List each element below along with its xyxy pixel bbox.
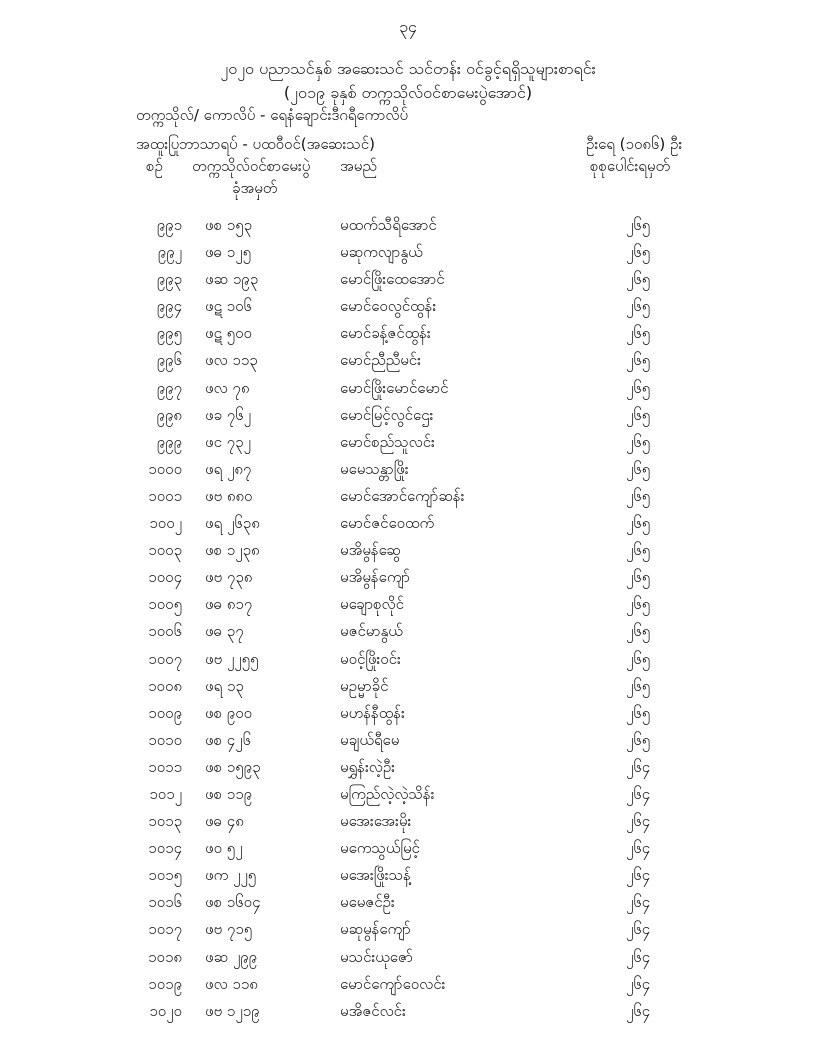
serial-cell: ၁၀၁၇ [148, 920, 182, 939]
exam-number-cell: ဖစ ၁၁၉ [205, 784, 253, 803]
student-name-cell: မချယ်ရီမေ [340, 730, 400, 749]
total-marks-cell: ၂၆၅ [626, 432, 651, 451]
table-row [0, 378, 816, 405]
table-row [0, 649, 816, 676]
exam-number-cell: ဖဗ ၂၂၅၅ [205, 649, 259, 668]
student-name-cell: မောင်အောင်ကျော်ဆန်း [340, 486, 465, 505]
exam-number-cell: ဖဋ ၁၀၆ [205, 297, 252, 316]
total-marks-cell: ၂၆၅ [626, 730, 651, 749]
student-name-cell: မဥမ္မာခိုင် [340, 676, 389, 695]
exam-number-cell: ဖရ ၂၈၇ [205, 459, 252, 478]
student-name-cell: မအေးဖြိုးသန့် [340, 866, 411, 885]
table-row [0, 703, 816, 730]
total-marks-cell: ၂၆၄ [626, 920, 651, 939]
serial-cell: ၁၀၁၀ [148, 730, 182, 749]
serial-cell: ၁၀၁၄ [148, 839, 182, 858]
table-row [0, 432, 816, 459]
table-row [0, 892, 816, 919]
serial-cell: ၉၉၅ [156, 324, 182, 343]
student-name-cell: မောင်ခန့်ဇင်ထွန်း [340, 324, 431, 343]
student-name-cell: မမေသန္တာဖြိုး [340, 459, 409, 478]
serial-cell: ၁၀၀၅ [148, 595, 182, 614]
serial-cell: ၉၉၈ [156, 405, 182, 424]
table-row [0, 486, 816, 513]
specialization-subject: အထူးပြုဘာသာရပ် - ပထဝီဝင်(အဆေးသင်) [136, 135, 375, 153]
student-name-cell: မအိဇင်လင်း [340, 1001, 406, 1020]
exam-number-cell: ဖလ ၁၁၈ [205, 974, 258, 993]
serial-cell: ၉၉၃ [156, 270, 182, 289]
exam-number-cell: ဖဗ ၇၃၈ [205, 568, 253, 587]
table-row [0, 567, 816, 594]
table-row [0, 1001, 816, 1028]
total-marks-cell: ၂၆၅ [626, 243, 651, 262]
exam-number-cell: ဖရ ၁၃ [205, 676, 244, 695]
exam-number-cell: ဖဆ ၁၉၃ [205, 270, 259, 289]
serial-cell: ၉၉၄ [156, 297, 182, 316]
total-marks-cell: ၂၆၅ [626, 595, 651, 614]
serial-cell: ၉၉၉ [156, 432, 182, 451]
document-subtitle: (၂၀၁၉ ခုနှစ် တက္ကသိုလ်ဝင်စာမေးပွဲအောင်) [283, 83, 533, 102]
page-number: ၃၄ [399, 17, 417, 36]
table-row [0, 513, 816, 540]
student-name-cell: မသင်းယုဇော် [340, 947, 413, 966]
total-marks-cell: ၂၆၄ [626, 757, 651, 776]
serial-cell: ၁၀၀၂ [149, 514, 182, 533]
serial-cell: ၁၀၀၁ [148, 486, 182, 505]
student-name-cell: မချောစုလိုင် [340, 595, 404, 614]
student-name-cell: မမေဇင်ဦး [340, 893, 395, 912]
total-marks-cell: ၂၆၅ [626, 703, 651, 722]
table-row [0, 242, 816, 269]
table-row [0, 811, 816, 838]
table-row [0, 296, 816, 323]
exam-number-cell: ဖဆ ၂၉၉ [205, 947, 258, 966]
total-marks-cell: ၂၆၄ [626, 893, 651, 912]
exam-number-cell: ဖက ၂၂၅ [205, 866, 257, 885]
exam-number-cell: ဖခ ၇၆၂ [205, 405, 252, 424]
column-header-exam-number: တက္ကသိုလ်ဝင်စာမေးပွဲ [192, 157, 311, 175]
student-name-cell: မဆုမွန်ကျော် [340, 920, 411, 939]
serial-cell: ၁၀၀၉ [148, 703, 182, 722]
serial-cell: ၁၀၁၅ [148, 866, 182, 885]
column-header-name: အမည် [340, 157, 377, 175]
student-name-cell: မောင်ဖြိုးမောင်မောင် [340, 378, 449, 397]
total-marks-cell: ၂၆၅ [626, 270, 651, 289]
student-name-cell: မဟန်နီထွန်း [340, 703, 405, 722]
table-row [0, 323, 816, 350]
total-marks-cell: ၂၆၄ [626, 947, 651, 966]
total-marks-cell: ၂၆၄ [626, 866, 651, 885]
student-name-cell: မောင်မြင့်လွင်ဌေး [340, 405, 434, 424]
exam-number-cell: ဖဗ ၁၂၁၉ [205, 1001, 260, 1020]
table-row [0, 947, 816, 974]
table-row [0, 594, 816, 621]
college-name: တက္ကသိုလ်/ ကောလိပ် - ရေနံချောင်းဒီဂရီကောလိပ် [136, 106, 409, 124]
exam-number-cell: ဖင ၇၃၂ [205, 432, 251, 451]
student-name-cell: မကေသွယ်မြင့် [340, 839, 420, 858]
total-marks-cell: ၂၆၅ [626, 405, 651, 424]
exam-number-cell: ဖစ ၄၂၆ [205, 730, 252, 749]
exam-number-cell: ဖရ ၂၆၃၈ [205, 514, 260, 533]
serial-cell: ၁၀၀၇ [148, 649, 182, 668]
table-row [0, 757, 816, 784]
total-marks-cell: ၂၆၅ [626, 324, 651, 343]
exam-number-cell: ဖဋ ၅၀၀ [205, 324, 252, 343]
total-marks-cell: ၂၆၅ [626, 622, 651, 641]
total-marks-cell: ၂၆၅ [626, 486, 651, 505]
student-name-cell: မထက်သီရိအောင် [340, 216, 437, 234]
table-row [0, 838, 816, 865]
column-header-exam-number-line2: ခုံအမှတ် [232, 179, 278, 197]
student-list [0, 215, 816, 1028]
student-name-cell: မအိမွန်ကျော် [340, 568, 411, 587]
total-marks-cell: ၂၆၄ [626, 1001, 651, 1020]
total-marks-cell: ၂၆၅ [626, 676, 651, 695]
exam-number-cell: ဖစ ၁၆၀၄ [205, 893, 261, 912]
document-title: ၂၀၂၀ ပညာသင်နှစ် အဆေးသင် သင်တန်း ဝင်ခွင့်ရရှိသူများစာရင်း [220, 59, 596, 78]
exam-number-cell: ဖဗ ၇၁၅ [205, 920, 253, 939]
serial-cell: ၉၉၇ [156, 378, 182, 397]
total-marks-cell: ၂၆၅ [626, 541, 651, 560]
total-marks-cell: ၂၆၄ [626, 784, 651, 803]
exam-number-cell: ဖစ ၉၀၀ [205, 703, 253, 722]
student-name-cell: မောင်ဖြိုးထေအောင် [340, 270, 445, 289]
table-row [0, 676, 816, 703]
table-row [0, 919, 816, 946]
student-name-cell: မဆုကလျာနွယ် [340, 243, 423, 262]
exam-number-cell: ဖဓ ၄၈ [205, 812, 244, 831]
serial-cell: ၁၀၀၃ [148, 541, 182, 560]
exam-number-cell: ဖဓ ၁၂၅ [205, 243, 252, 262]
serial-cell: ၁၀၁၁ [148, 757, 182, 776]
total-marks-cell: ၂၆၅ [626, 568, 651, 587]
exam-number-cell: ဖဗ ၈၈၀ [205, 486, 253, 505]
total-marks-cell: ၂၆၄ [626, 839, 651, 858]
exam-number-cell: ဖဓ ၃၇ [205, 622, 244, 641]
serial-cell: ၁၀၁၆ [148, 893, 182, 912]
total-marks-cell: ၂၆၄ [626, 812, 651, 831]
exam-number-cell: ဖစ ၁၅၉၃ [205, 757, 261, 776]
table-row [0, 730, 816, 757]
table-row [0, 215, 816, 242]
serial-cell: ၁၀၁၂ [149, 784, 182, 803]
student-name-cell: မအေးအေးမိုး [340, 812, 412, 831]
serial-cell: ၉၉၆ [156, 351, 182, 370]
table-row [0, 621, 816, 648]
serial-cell: ၁၀၁၉ [148, 974, 182, 993]
exam-number-cell: ဖလ ၁၁၃ [205, 351, 258, 370]
exam-number-cell: ဖဓ ၈၁၇ [205, 595, 253, 614]
student-name-cell: မောင်ညီညီမင်း [340, 351, 421, 370]
student-count: ဦးရေ (၁၀၈၆) ဦး [586, 135, 683, 153]
total-marks-cell: ၂၆၄ [626, 974, 651, 993]
total-marks-cell: ၂၆၅ [626, 459, 651, 478]
table-row [0, 865, 816, 892]
table-row [0, 350, 816, 377]
serial-cell: ၁၀၀၀ [148, 459, 182, 478]
student-name-cell: မဝင့်ဖြိုးဝင်း [340, 649, 401, 668]
total-marks-cell: ၂၆၅ [626, 216, 651, 234]
serial-cell: ၁၀၂၀ [149, 1001, 182, 1020]
serial-cell: ၁၀၀၈ [148, 676, 182, 695]
column-header-serial: စဉ် [146, 157, 163, 175]
serial-cell: ၁၀၁၃ [148, 812, 182, 831]
total-marks-cell: ၂၆၅ [626, 649, 651, 668]
serial-cell: ၁၀၁၈ [148, 947, 182, 966]
table-row [0, 540, 816, 567]
student-name-cell: မရွှန်းလဲ့ဦး [340, 757, 395, 776]
column-header-total-marks: စုစုပေါင်းရမှတ် [590, 157, 671, 175]
student-name-cell: မောင်ဝေလွင်ထွန်း [340, 297, 437, 316]
student-name-cell: မောင်စည်သူလင်း [340, 432, 435, 451]
exam-number-cell: ဖဝ ၅၂ [205, 839, 243, 858]
student-name-cell: မအိမွန်ဆွေ [340, 541, 401, 560]
total-marks-cell: ၂၆၅ [626, 514, 651, 533]
serial-cell: ၁၀၀၄ [148, 568, 182, 587]
serial-cell: ၁၀၀၆ [148, 622, 182, 641]
table-row [0, 974, 816, 1001]
student-name-cell: မဇင်မာနွယ် [340, 622, 403, 641]
table-row [0, 459, 816, 486]
student-name-cell: မကြည်လဲ့လဲ့သိန်း [340, 784, 435, 803]
serial-cell: ၉၉၂ [157, 243, 182, 262]
exam-number-cell: ဖစ ၁၅၃ [205, 216, 253, 234]
student-name-cell: မောင်ကျော်ဝေလင်း [340, 974, 446, 993]
total-marks-cell: ၂၆၅ [626, 351, 651, 370]
total-marks-cell: ၂၆၅ [626, 297, 651, 316]
table-row [0, 405, 816, 432]
table-row [0, 269, 816, 296]
student-name-cell: မောင်ဇင်ဝေထက် [340, 514, 435, 533]
total-marks-cell: ၂၆၅ [626, 378, 651, 397]
exam-number-cell: ဖလ ၇၈ [205, 378, 250, 397]
exam-number-cell: ဖစ ၁၂၃၈ [205, 541, 260, 560]
table-row [0, 784, 816, 811]
serial-cell: ၉၉၁ [156, 216, 182, 234]
